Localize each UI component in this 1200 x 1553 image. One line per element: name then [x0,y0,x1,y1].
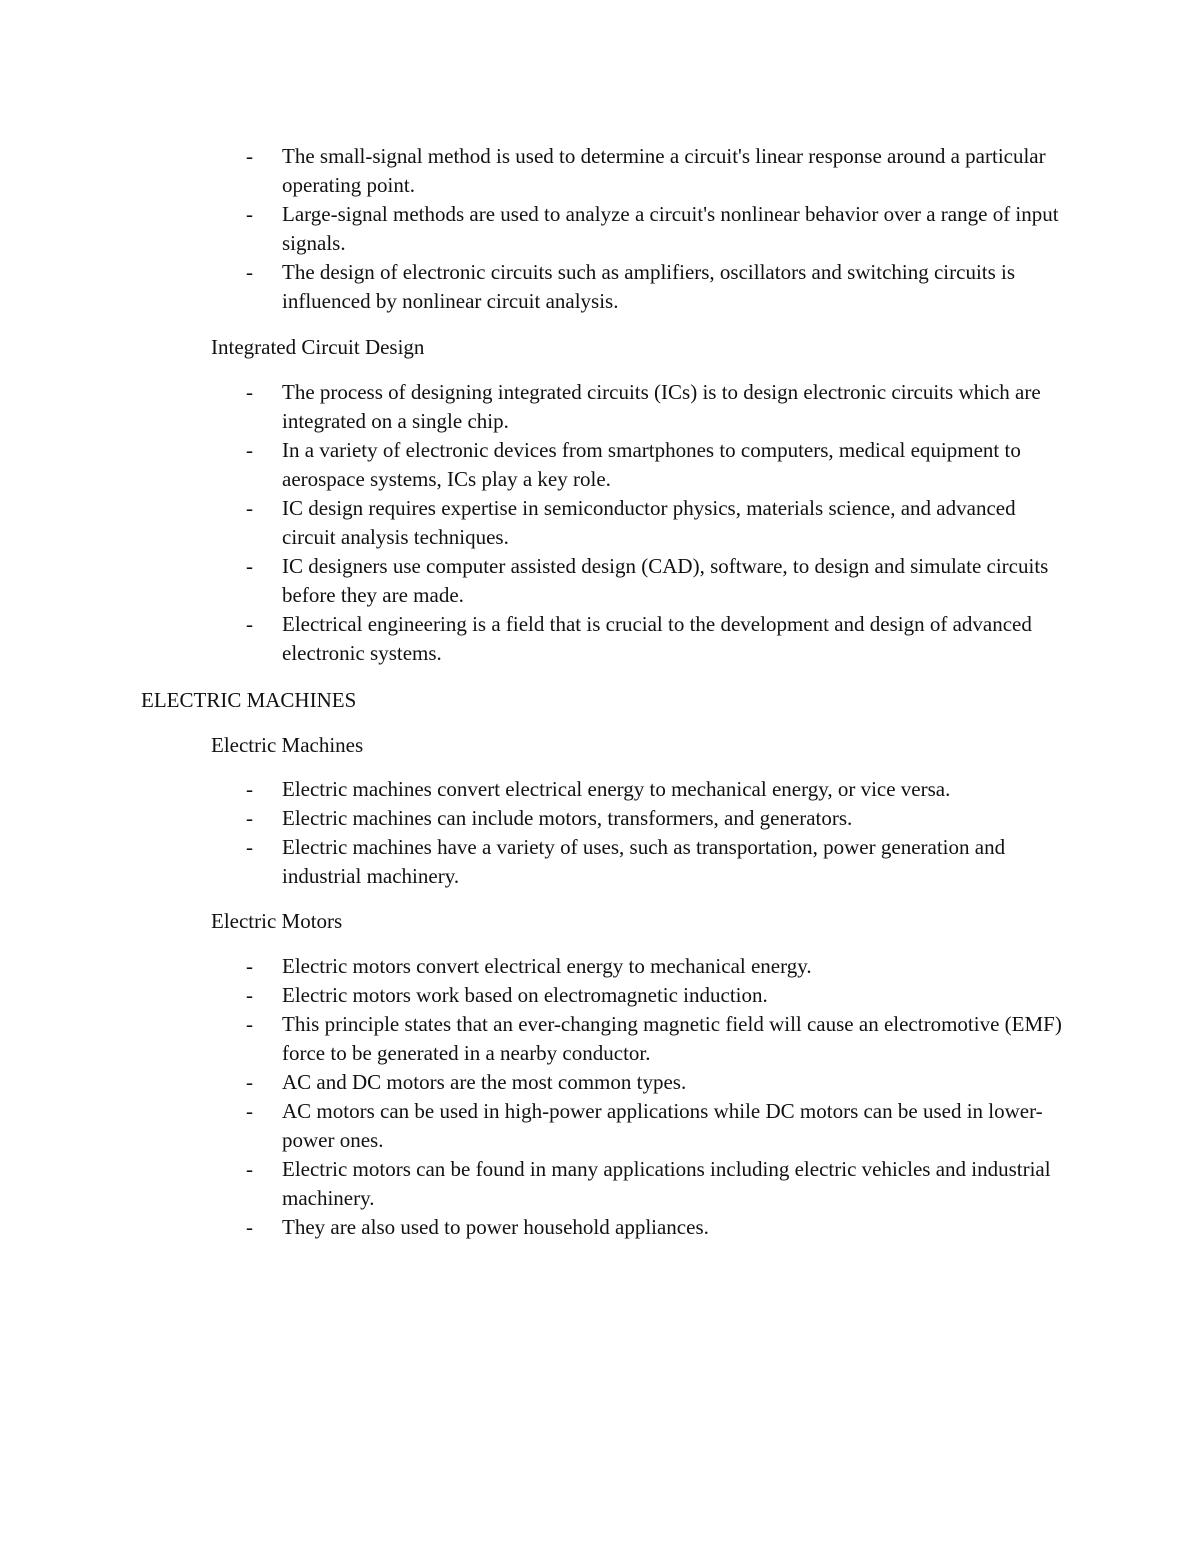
list-dash: - [246,954,253,978]
list-item-text: Electric motors can be found in many applications including electric vehicles and industrial machinery. [282,1157,1051,1210]
list-item-text: They are also used to power household appliances. [282,1215,709,1239]
heading-integrated-circuit-design: Integrated Circuit Design [211,335,425,359]
list-item-text: IC designers use computer assisted design (CAD), software, to design and simulate circuits before they are made. [282,554,1049,607]
list-dash: - [246,1099,253,1123]
electric-motors-list [0,952,1200,1242]
list-item-text: This principle states that an ever-changing magnetic field will cause an electromotive (EMF) force to be generated in a nearby conductor. [282,1012,1062,1065]
list-item [0,378,1200,436]
list-item-text: The process of designing integrated circuits (ICs) is to design electronic circuits which are integrated on a single chip. [282,380,1041,433]
list-item-text: AC motors can be used in high-power applications while DC motors can be used in lower-power ones. [282,1099,1043,1152]
list-item-text: Electric machines convert electrical energy to mechanical energy, or vice versa. [282,777,951,801]
list-item [0,436,1200,494]
list-item [0,833,1200,891]
list-dash: - [246,983,253,1007]
list-dash: - [246,144,253,168]
list-item [0,775,1200,804]
list-dash: - [246,1012,253,1036]
list-item [0,1010,1200,1068]
list-dash: - [246,380,253,404]
list-item [0,610,1200,668]
list-item [0,804,1200,833]
heading-electric-machines: Electric Machines [211,733,364,757]
list-item [0,1155,1200,1213]
list-item-text: Electric motors work based on electromagnetic induction. [282,983,768,1007]
list-dash: - [246,1157,253,1181]
list-dash: - [246,806,253,830]
list-item-text: AC and DC motors are the most common types. [282,1070,687,1094]
list-item-text: Electrical engineering is a field that is crucial to the development and design of advanced electronic systems. [282,612,1032,665]
list-dash: - [246,260,253,284]
list-item [0,494,1200,552]
list-item-text: In a variety of electronic devices from smartphones to computers, medical equipment to aerospace systems, ICs play a key role. [282,438,1021,491]
nonlinear-analysis-list [0,142,1200,316]
list-item-text: Electric motors convert electrical energy to mechanical energy. [282,954,812,978]
list-dash: - [246,554,253,578]
list-item-text: The small-signal method is used to determine a circuit's linear response around a particular operating point. [282,144,1046,197]
section-title-electric-machines: ELECTRIC MACHINES [141,688,357,712]
list-item [0,552,1200,610]
list-item-text: The design of electronic circuits such as amplifiers, oscillators and switching circuits is influenced by nonlinear circuit analysis. [282,260,1016,313]
electric-machines-list [0,775,1200,891]
list-dash: - [246,438,253,462]
list-dash: - [246,496,253,520]
ic-design-list [0,378,1200,668]
list-dash: - [246,1215,253,1239]
list-dash: - [246,835,253,859]
list-item-text: IC design requires expertise in semiconductor physics, materials science, and advanced circuit analysis techniques. [282,496,1016,549]
list-dash: - [246,612,253,636]
list-item [0,1213,1200,1242]
list-item-text: Large-signal methods are used to analyze a circuit's nonlinear behavior over a range of input signals. [282,202,1059,255]
list-item [0,981,1200,1010]
list-item [0,200,1200,258]
list-item [0,952,1200,981]
list-item-text: Electric machines can include motors, transformers, and generators. [282,806,853,830]
list-item [0,1097,1200,1155]
heading-electric-motors: Electric Motors [211,909,343,933]
list-item [0,1068,1200,1097]
list-dash: - [246,1070,253,1094]
list-dash: - [246,202,253,226]
list-item [0,258,1200,316]
list-item [0,142,1200,200]
list-dash: - [246,777,253,801]
list-item-text: Electric machines have a variety of uses, such as transportation, power generation and industrial machinery. [282,835,1006,888]
